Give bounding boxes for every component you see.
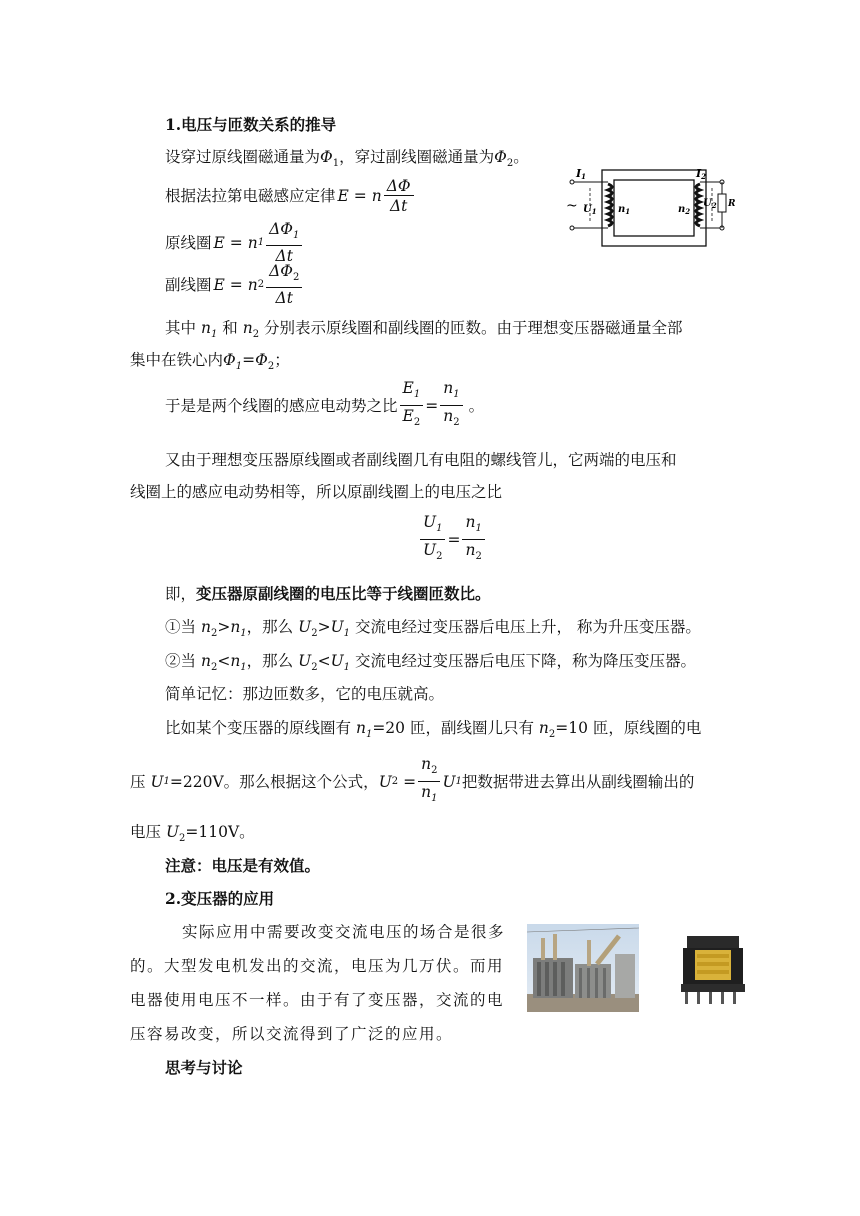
secondary-emf: 副线圈 E = n 2 $\frac{\Delta\Phi_2}{\Delta t}$ (165, 264, 304, 306)
flux-sentence: 设穿过原线圈磁通量为$\Phi_1$，穿过副线圈磁通量为$\Phi_2$。 (165, 148, 529, 170)
diagram-label-n2: $n_2$ (678, 204, 691, 216)
small-transformer-photo (675, 928, 753, 1008)
diagram-label-U2: $U_2$ (703, 198, 717, 210)
example-line1: 比如某个变压器的原线圈有 $n_1=20$ 匝，副线圈儿只有 $n_2=10$ 匝，原线圈的电 (165, 719, 702, 741)
secondary-coil (696, 184, 700, 226)
section1-heading: 1.电压与匝数关系的推导 (165, 115, 337, 134)
think-discuss-heading: 思考与讨论 (165, 1058, 243, 1077)
para2-line1: 又由于理想变压器原线圈或者副线圈几有电阻的螺线管儿，它两端的电压和 (165, 451, 677, 469)
case-step-up: ①当 $n_2>n_1$，那么 $U_2>U_1$ 交流电经过变压器后电压上升， 称为升压变压器。 (165, 618, 701, 640)
example-line3: 电压 $U_2=110V$。 (130, 823, 255, 845)
faraday-fraction: $\frac{\Delta\Phi}{\Delta t}$ (384, 177, 414, 216)
power-transformer-photo (527, 924, 639, 1012)
application-para-line4: 压容易改变，所以交流得到了广泛的应用。 (130, 1025, 454, 1043)
application-para-line3: 电器使用电压不一样。由于有了变压器，交流的电 (130, 991, 505, 1009)
transformer-circuit-diagram (560, 160, 750, 252)
section2-heading: 2.变压器的应用 (165, 889, 275, 908)
emf-ratio: 于是是两个线圈的感应电动势之比 $\frac{E_1}{E_2}$ = $\frac{n_1}{n_2}$ 。 (165, 382, 484, 430)
para2-line2: 线圈上的感应电动势相等，所以原副线圈上的电压之比 (130, 483, 503, 501)
application-para-line1: 实际应用中需要改变交流电压的场合是很多 (182, 923, 506, 941)
conclusion: 即，变压器原副线圈的电压比等于线圈匝数比。 (165, 584, 491, 603)
example-line2: 压 U 1 =220V。那么根据这个公式， U 2 = $\frac{n_2}{n_1}$ U 1 把数据带进去算出从副线圈输出的 (130, 758, 694, 806)
diagram-label-I1: I1 (576, 167, 587, 181)
primary-emf: 原线圈 E = n 1 $\frac{\Delta\Phi_1}{\Delta t}$ (165, 222, 304, 264)
diagram-label-R: R (728, 199, 736, 209)
faraday-law: 根据法拉第电磁感应定律 E = n $\frac{\Delta\Phi}{\Delta t}$ (165, 174, 416, 218)
application-para-line2: 的。大型发电机发出的交流，电压为几万伏。而用 (130, 957, 505, 975)
para1-line2: 集中在铁心内$\Phi_1=\Phi_2$； (130, 351, 290, 373)
note: 注意：电压是有效值。 (165, 856, 321, 875)
memo: 简单记忆：那边匝数多，它的电压就高。 (165, 685, 445, 703)
load-resistor (718, 194, 726, 212)
diagram-label-I2: I2 (696, 167, 707, 181)
ac-source-symbol: ~ (566, 198, 578, 214)
diagram-label-U1: $U_1$ (583, 204, 597, 216)
primary-coil (608, 184, 612, 226)
case-step-down: ②当 $n_2<n_1$，那么 $U_2<U_1$ 交流电经过变压器后电压下降，称为降压变压器。 (165, 652, 696, 674)
para1-line1: 其中 $n_1$ 和 $n_2$ 分别表示原线圈和副线圈的匝数。由于理想变压器磁通量全部 (165, 319, 683, 341)
diagram-label-n1: $n_1$ (618, 204, 631, 216)
voltage-ratio-formula: $\frac{U_1}{U_2}$ = $\frac{n_1}{n_2}$ (418, 516, 487, 564)
secondary-fraction: $\frac{\Delta\Phi_2}{\Delta t}$ (266, 262, 302, 308)
primary-fraction: $\frac{\Delta\Phi_1}{\Delta t}$ (266, 220, 302, 266)
